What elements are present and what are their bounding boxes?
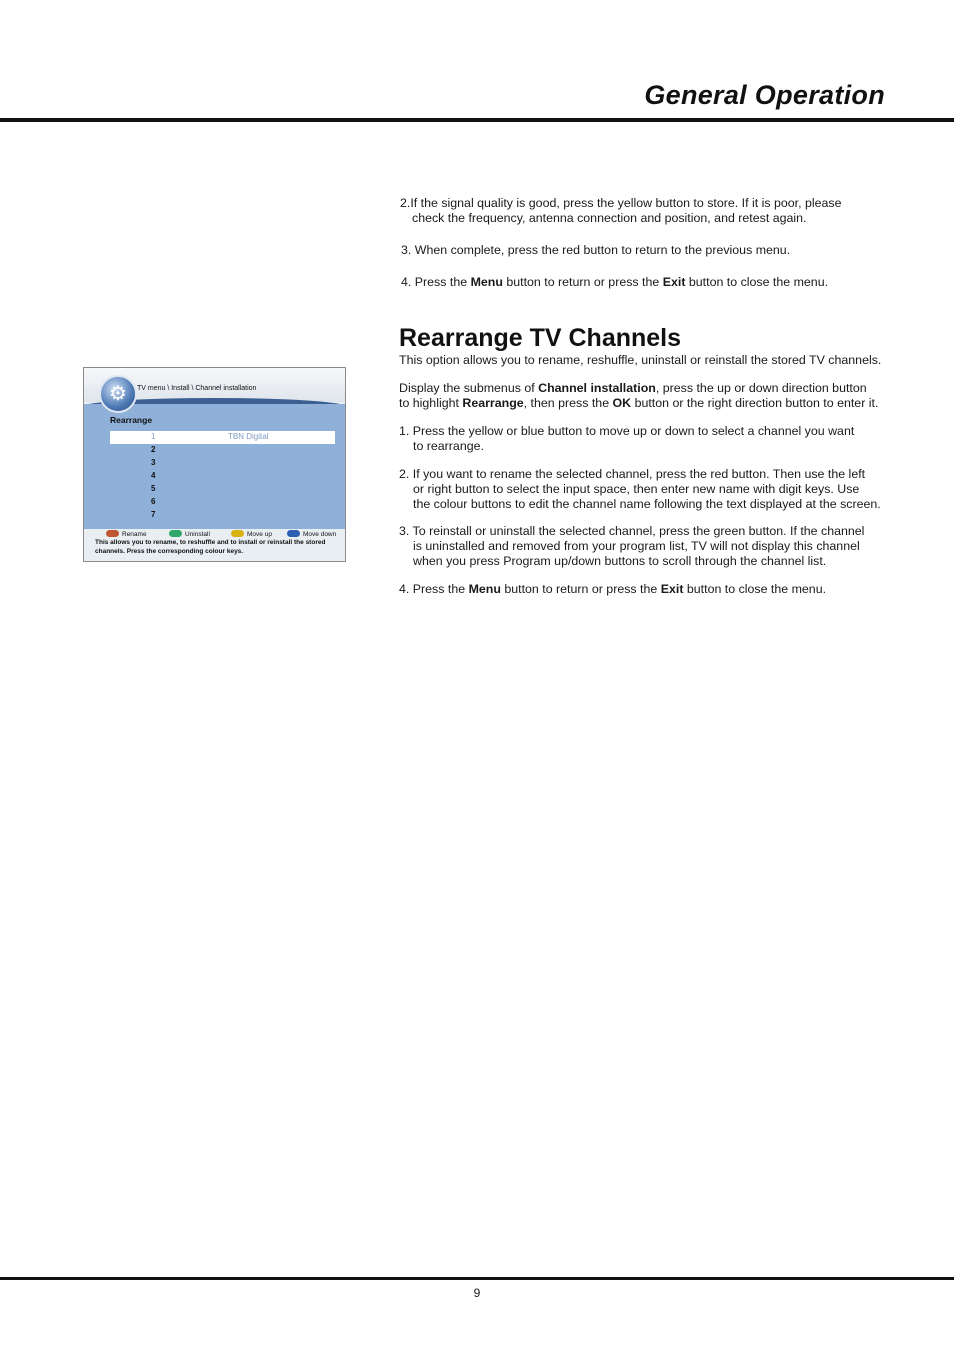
- menu-keyword: Menu: [470, 275, 503, 289]
- tv-menu-subtitle: Rearrange: [110, 415, 153, 425]
- text: the colour buttons to edit the channel name following the text displayed at the screen.: [413, 497, 881, 511]
- gear-icon: ⚙: [99, 375, 137, 413]
- rearrange-keyword: Rearrange: [462, 396, 524, 410]
- green-key-icon: [169, 530, 182, 537]
- item-2: [399, 467, 881, 512]
- yellow-key-icon: [231, 530, 244, 537]
- text: button to return or press the: [500, 582, 661, 596]
- page-number: 9: [473, 1286, 481, 1300]
- text: , then press the: [523, 396, 613, 410]
- channel-number: 6: [151, 497, 156, 506]
- channel-number: 4: [151, 471, 156, 480]
- text: 4. Press the: [401, 275, 471, 289]
- footer-rule: [0, 1277, 954, 1280]
- channel-number: 2: [151, 445, 156, 454]
- channel-number: 5: [151, 484, 156, 493]
- tv-menu-breadcrumb: TV menu \ Install \ Channel installation: [137, 385, 257, 392]
- section-intro: This option allows you to rename, reshuffle, uninstall or reinstall the stored TV channels.: [399, 353, 882, 367]
- text: button to close the menu.: [683, 582, 827, 596]
- item-1: [399, 424, 854, 454]
- channel-name: TBN Digital: [228, 432, 269, 441]
- channel-row[interactable]: [110, 470, 335, 483]
- channel-row[interactable]: [110, 457, 335, 470]
- text: is uninstalled and removed from your program list, TV will not display this channel: [413, 539, 860, 553]
- header-rule: [0, 118, 954, 122]
- legend-label: Uninstall: [185, 531, 210, 538]
- menu-keyword: Menu: [468, 582, 501, 596]
- exit-keyword: Exit: [662, 275, 686, 289]
- step-2: [400, 196, 842, 226]
- text: , press the up or down direction button: [655, 381, 867, 395]
- text: 4. Press the: [399, 582, 469, 596]
- text: button to return or press the: [502, 275, 663, 289]
- move-up-key[interactable]: [231, 530, 272, 538]
- text: 3. To reinstall or uninstall the selected channel, press the green button. If the channel: [399, 524, 865, 538]
- item-4: [399, 582, 826, 597]
- legend-label: Move down: [303, 531, 337, 538]
- red-key-icon: [106, 530, 119, 537]
- ok-keyword: OK: [612, 396, 632, 410]
- text: button to close the menu.: [685, 275, 829, 289]
- channel-row[interactable]: [110, 444, 335, 457]
- uninstall-key[interactable]: [169, 530, 210, 538]
- channel-row[interactable]: [110, 509, 335, 522]
- step-2-line-1: 2.If the signal quality is good, press the yellow button to store. If it is poor, please: [400, 196, 842, 210]
- text: 1. Press the yellow or blue button to move up or down to select a channel you want: [399, 424, 855, 438]
- step-2-line-2: check the frequency, antenna connection and position, and retest again.: [412, 211, 807, 225]
- channel-list: [110, 431, 335, 522]
- text: Display the submenus of: [399, 381, 539, 395]
- tv-menu-help-text: This allows you to rename, to reshuffle and to install or reinstall the stored channels. Press the corresponding colour keys.: [95, 539, 326, 555]
- channel-installation-keyword: Channel installation: [538, 381, 656, 395]
- rename-key[interactable]: [106, 530, 147, 538]
- display-instructions: [399, 381, 878, 411]
- text: button or the right direction button to enter it.: [631, 396, 879, 410]
- text: or right button to select the input space, then enter new name with digit keys. Use: [413, 482, 860, 496]
- channel-row[interactable]: [110, 431, 335, 444]
- step-3: 3. When complete, press the red button to return to the previous menu.: [401, 243, 791, 257]
- item-3: [399, 524, 864, 569]
- legend-label: Rename: [122, 531, 147, 538]
- channel-row[interactable]: [110, 496, 335, 509]
- channel-number: 7: [151, 510, 156, 519]
- channel-number: 1: [151, 432, 156, 441]
- page-header-title: General Operation: [644, 80, 885, 110]
- channel-row[interactable]: [110, 483, 335, 496]
- exit-keyword: Exit: [660, 582, 684, 596]
- text: when you press Program up/down buttons to scroll through the channel list.: [413, 554, 827, 568]
- text: to highlight: [399, 396, 463, 410]
- move-down-key[interactable]: [287, 530, 336, 538]
- section-title: Rearrange TV Channels: [399, 324, 682, 352]
- legend-label: Move up: [247, 531, 272, 538]
- step-4-top: [401, 275, 828, 290]
- text: to rearrange.: [413, 439, 484, 453]
- blue-key-icon: [287, 530, 300, 537]
- channel-number: 3: [151, 458, 156, 467]
- text: 2. If you want to rename the selected channel, press the red button. Then use the left: [399, 467, 866, 481]
- tv-menu-screenshot: [83, 367, 346, 562]
